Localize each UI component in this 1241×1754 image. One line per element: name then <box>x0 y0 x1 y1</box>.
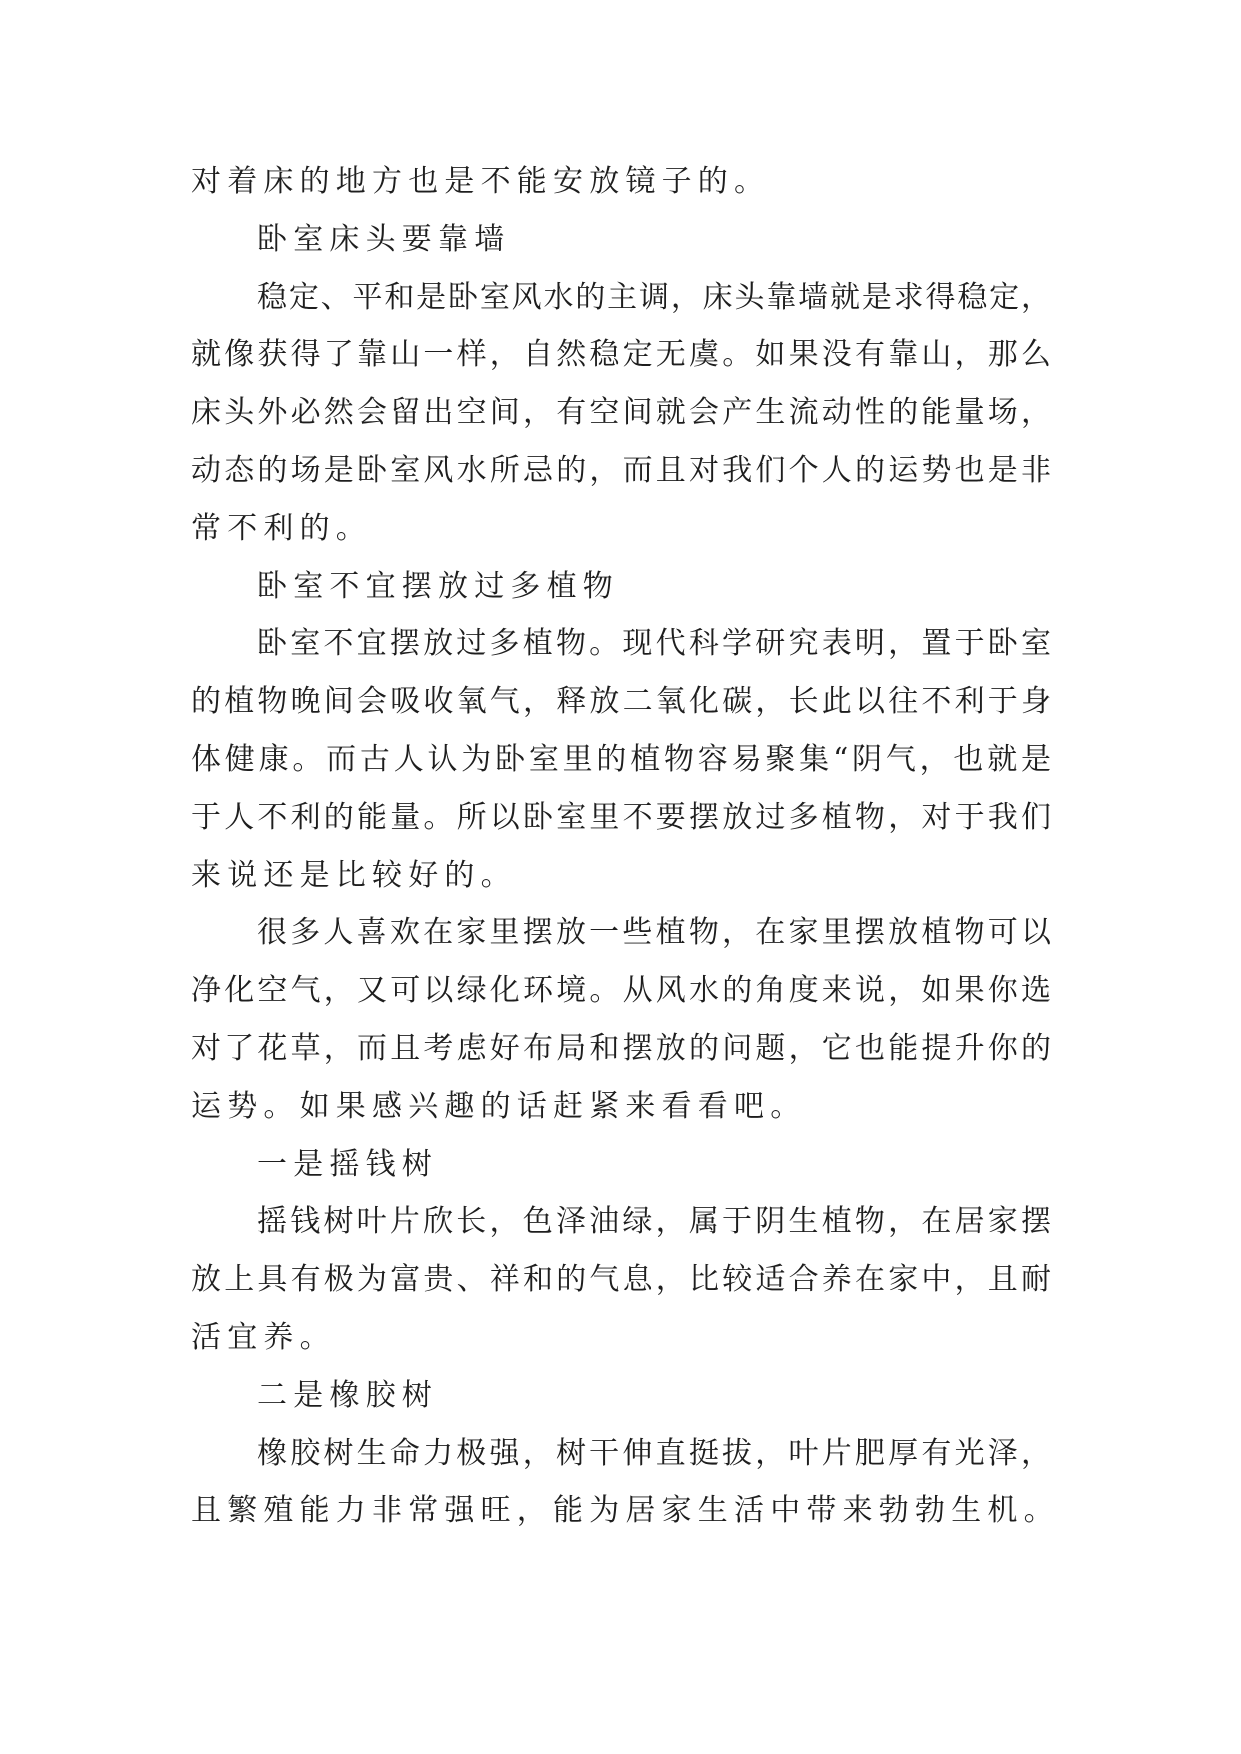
text-line: 一是摇钱树 <box>257 1146 438 1182</box>
text-line: 动态的场是卧室风水所忌的，而且对我们个人的运势也是非 <box>191 452 1051 488</box>
text-line: 卧室床头要靠墙 <box>257 221 511 257</box>
text-line: 来说还是比较好的。 <box>191 857 517 893</box>
text-line: 放上具有极为富贵、祥和的气息，比较适合养在家中，且耐 <box>191 1262 1051 1298</box>
text-line: 体健康。而古人认为卧室里的植物容易聚集“阴气，也就是 <box>191 741 1051 777</box>
document-body <box>191 153 1060 1540</box>
text-line: 很多人喜欢在家里摆放一些植物，在家里摆放植物可以 <box>257 915 1051 951</box>
text-line: 卧室不宜摆放过多植物 <box>257 568 619 604</box>
text-line: 就像获得了靠山一样，自然稳定无虞。如果没有靠山，那么 <box>191 337 1051 373</box>
text-line: 对着床的地方也是不能安放镜子的。 <box>191 164 771 199</box>
text-line: 于人不利的能量。所以卧室里不要摆放过多植物，对于我们 <box>191 799 1051 835</box>
text-line: 床头外必然会留出空间，有空间就会产生流动性的能量场， <box>191 395 1051 431</box>
text-line: 活宜养。 <box>191 1319 336 1355</box>
text-line: 二是橡胶树 <box>257 1377 438 1413</box>
text-line: 的植物晚间会吸收氧气，释放二氧化碳，长此以往不利于身 <box>191 684 1051 720</box>
text-line: 对了花草，而且考虑好布局和摆放的问题，它也能提升你的 <box>191 1030 1051 1066</box>
text-line: 运势。如果感兴趣的话赶紧来看看吧。 <box>191 1088 807 1124</box>
text-line: 稳定、平和是卧室风水的主调，床头靠墙就是求得稳定， <box>257 279 1051 315</box>
text-line: 且繁殖能力非常强旺，能为居家生活中带来勃勃生机。 <box>191 1493 1060 1529</box>
text-line: 常不利的。 <box>191 510 372 546</box>
text-line: 净化空气，又可以绿化环境。从风水的角度来说，如果你选 <box>191 973 1051 1009</box>
text-line: 卧室不宜摆放过多植物。现代科学研究表明，置于卧室 <box>257 626 1051 662</box>
text-line: 摇钱树叶片欣长，色泽油绿，属于阴生植物，在居家摆 <box>257 1204 1051 1240</box>
text-line: 橡胶树生命力极强，树干伸直挺拔，叶片肥厚有光泽， <box>257 1435 1051 1471</box>
